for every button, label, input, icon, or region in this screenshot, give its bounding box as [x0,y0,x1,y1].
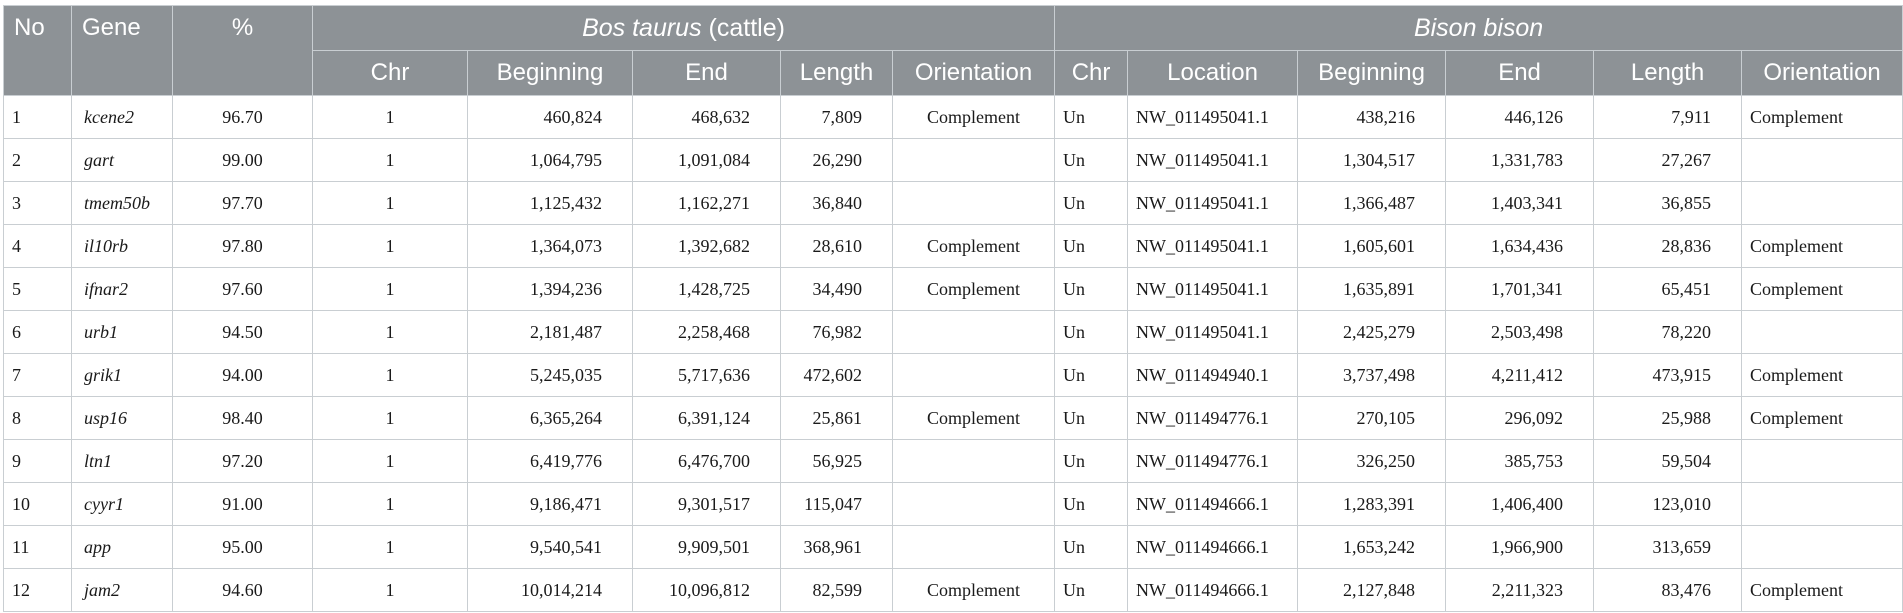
cell-bt-beginning: 6,419,776 [468,440,633,483]
cell-bb-chr: Un [1055,311,1128,354]
cell-bt-end: 9,909,501 [633,526,781,569]
species-name: Bos taurus [582,14,702,42]
col-header-gene: Gene [72,6,173,96]
cell-bb-length: 78,220 [1594,311,1742,354]
cell-bt-orientation [893,354,1055,397]
cell-bb-end: 1,634,436 [1446,225,1594,268]
cell-bb-end: 1,406,400 [1446,483,1594,526]
cell-bt-orientation [893,311,1055,354]
cell-no: 5 [4,268,72,311]
col-header-bb-length: Length [1594,51,1742,96]
cell-bt-beginning: 2,181,487 [468,311,633,354]
cell-bt-chr: 1 [313,311,468,354]
cell-bb-beginning: 270,105 [1298,397,1446,440]
cell-no: 7 [4,354,72,397]
cell-bb-length: 473,915 [1594,354,1742,397]
cell-bt-beginning: 1,394,236 [468,268,633,311]
cell-bb-length: 65,451 [1594,268,1742,311]
cell-bb-end: 2,503,498 [1446,311,1594,354]
cell-gene: jam2 [72,569,173,612]
cell-gene: il10rb [72,225,173,268]
table-row [4,311,1903,354]
col-header-bt-beginning: Beginning [468,51,633,96]
cell-bb-beginning: 1,635,891 [1298,268,1446,311]
cell-bt-length: 472,602 [781,354,893,397]
cell-gene: urb1 [72,311,173,354]
cell-bt-orientation [893,440,1055,483]
cell-bt-orientation [893,526,1055,569]
cell-bt-end: 5,717,636 [633,354,781,397]
cell-bb-length: 123,010 [1594,483,1742,526]
cell-gene: app [72,526,173,569]
cell-bb-beginning: 1,304,517 [1298,139,1446,182]
cell-bt-beginning: 10,014,214 [468,569,633,612]
table-row [4,526,1903,569]
cell-bb-end: 2,211,323 [1446,569,1594,612]
cell-bb-chr: Un [1055,526,1128,569]
cell-percent: 96.70 [173,96,313,139]
cell-bb-location: NW_011495041.1 [1128,182,1298,225]
table-row [4,225,1903,268]
cell-bt-beginning: 1,064,795 [468,139,633,182]
cell-bb-location: NW_011494940.1 [1128,354,1298,397]
cell-bb-beginning: 2,425,279 [1298,311,1446,354]
cell-bb-orientation [1742,311,1903,354]
table-row [4,139,1903,182]
cell-bt-orientation: Complement [893,268,1055,311]
cell-gene: ifnar2 [72,268,173,311]
cell-bb-beginning: 326,250 [1298,440,1446,483]
col-header-bb-location: Location [1128,51,1298,96]
cell-bt-chr: 1 [313,397,468,440]
cell-gene: ltn1 [72,440,173,483]
cell-no: 2 [4,139,72,182]
cell-bt-length: 115,047 [781,483,893,526]
cell-bb-chr: Un [1055,268,1128,311]
cell-bb-chr: Un [1055,96,1128,139]
cell-bt-chr: 1 [313,268,468,311]
cell-bt-beginning: 460,824 [468,96,633,139]
cell-percent: 94.50 [173,311,313,354]
cell-bt-chr: 1 [313,569,468,612]
cell-bb-location: NW_011495041.1 [1128,139,1298,182]
cell-bt-length: 34,490 [781,268,893,311]
cell-bb-length: 25,988 [1594,397,1742,440]
cell-bt-chr: 1 [313,440,468,483]
cell-bb-orientation [1742,182,1903,225]
cell-bt-length: 36,840 [781,182,893,225]
cell-bb-orientation: Complement [1742,268,1903,311]
cell-bb-end: 385,753 [1446,440,1594,483]
cell-no: 3 [4,182,72,225]
cell-bb-chr: Un [1055,483,1128,526]
cell-bb-orientation [1742,483,1903,526]
cell-bb-orientation [1742,526,1903,569]
cell-bb-location: NW_011494666.1 [1128,526,1298,569]
cell-bb-end: 296,092 [1446,397,1594,440]
cell-percent: 97.70 [173,182,313,225]
cell-bb-beginning: 3,737,498 [1298,354,1446,397]
cell-bt-beginning: 1,364,073 [468,225,633,268]
table-row [4,483,1903,526]
col-header-bb-orientation: Orientation [1742,51,1903,96]
cell-bt-orientation: Complement [893,569,1055,612]
cell-gene: usp16 [72,397,173,440]
cell-no: 9 [4,440,72,483]
cell-percent: 94.00 [173,354,313,397]
cell-bb-beginning: 1,283,391 [1298,483,1446,526]
cell-bt-length: 368,961 [781,526,893,569]
group-header-bos-taurus [313,6,1055,51]
cell-bt-beginning: 5,245,035 [468,354,633,397]
cell-bb-length: 83,476 [1594,569,1742,612]
col-header-bb-chr: Chr [1055,51,1128,96]
cell-no: 11 [4,526,72,569]
cell-bb-end: 1,701,341 [1446,268,1594,311]
cell-bb-location: NW_011495041.1 [1128,225,1298,268]
cell-no: 10 [4,483,72,526]
cell-no: 12 [4,569,72,612]
table-row [4,96,1903,139]
cell-bt-chr: 1 [313,139,468,182]
cell-bt-orientation [893,182,1055,225]
cell-bb-end: 446,126 [1446,96,1594,139]
cell-bt-end: 1,162,271 [633,182,781,225]
cell-percent: 97.20 [173,440,313,483]
cell-no: 1 [4,96,72,139]
cell-bt-orientation: Complement [893,225,1055,268]
cell-bb-orientation: Complement [1742,397,1903,440]
cell-bb-length: 59,504 [1594,440,1742,483]
cell-bb-orientation: Complement [1742,354,1903,397]
common-name: (cattle) [708,14,785,42]
cell-bb-beginning: 2,127,848 [1298,569,1446,612]
table-row [4,354,1903,397]
col-header-bt-length: Length [781,51,893,96]
cell-bt-end: 10,096,812 [633,569,781,612]
cell-gene: cyyr1 [72,483,173,526]
cell-bb-length: 313,659 [1594,526,1742,569]
cell-no: 6 [4,311,72,354]
col-header-no: No [4,6,72,96]
cell-bb-location: NW_011495041.1 [1128,311,1298,354]
cell-bb-orientation [1742,139,1903,182]
cell-gene: gart [72,139,173,182]
cell-bt-chr: 1 [313,526,468,569]
cell-bb-chr: Un [1055,225,1128,268]
cell-bt-end: 1,091,084 [633,139,781,182]
cell-bb-chr: Un [1055,569,1128,612]
cell-bt-chr: 1 [313,225,468,268]
col-header-bt-chr: Chr [313,51,468,96]
cell-bb-beginning: 1,366,487 [1298,182,1446,225]
cell-bt-end: 6,391,124 [633,397,781,440]
col-header-bb-end: End [1446,51,1594,96]
cell-bb-chr: Un [1055,354,1128,397]
table-body [4,96,1903,612]
cell-bb-orientation [1742,440,1903,483]
cell-bt-end: 2,258,468 [633,311,781,354]
cell-bt-end: 6,476,700 [633,440,781,483]
cell-bb-location: NW_011494666.1 [1128,483,1298,526]
table-row [4,569,1903,612]
cell-bb-end: 4,211,412 [1446,354,1594,397]
cell-percent: 94.60 [173,569,313,612]
col-header-percent: % [173,6,313,96]
col-header-bb-beginning: Beginning [1298,51,1446,96]
cell-bt-chr: 1 [313,483,468,526]
group-header-bison-bison: Bison bison [1055,6,1903,51]
cell-bt-orientation [893,483,1055,526]
cell-bb-location: NW_011494666.1 [1128,569,1298,612]
cell-bt-length: 26,290 [781,139,893,182]
cell-bt-orientation: Complement [893,397,1055,440]
cell-bt-length: 76,982 [781,311,893,354]
cell-bt-length: 56,925 [781,440,893,483]
cell-bb-end: 1,331,783 [1446,139,1594,182]
cell-bt-length: 28,610 [781,225,893,268]
cell-bt-end: 1,428,725 [633,268,781,311]
cell-percent: 99.00 [173,139,313,182]
cell-bt-end: 9,301,517 [633,483,781,526]
cell-bt-length: 7,809 [781,96,893,139]
cell-gene: grik1 [72,354,173,397]
cell-bt-chr: 1 [313,354,468,397]
col-header-bt-orientation: Orientation [893,51,1055,96]
cell-bb-location: NW_011495041.1 [1128,96,1298,139]
cell-gene: kcene2 [72,96,173,139]
cell-bb-length: 36,855 [1594,182,1742,225]
cell-bb-end: 1,966,900 [1446,526,1594,569]
cell-percent: 98.40 [173,397,313,440]
cell-bt-beginning: 6,365,264 [468,397,633,440]
cell-bt-end: 468,632 [633,96,781,139]
cell-bb-beginning: 1,605,601 [1298,225,1446,268]
cell-bt-length: 25,861 [781,397,893,440]
cell-bb-length: 28,836 [1594,225,1742,268]
cell-no: 8 [4,397,72,440]
cell-bt-beginning: 9,540,541 [468,526,633,569]
cell-bb-end: 1,403,341 [1446,182,1594,225]
cell-bb-orientation: Complement [1742,569,1903,612]
cell-bb-location: NW_011495041.1 [1128,268,1298,311]
cell-percent: 91.00 [173,483,313,526]
cell-gene: tmem50b [72,182,173,225]
cell-bb-beginning: 438,216 [1298,96,1446,139]
cell-bt-beginning: 1,125,432 [468,182,633,225]
table-row [4,182,1903,225]
cell-percent: 97.60 [173,268,313,311]
gene-comparison-table [3,5,1903,612]
cell-bb-chr: Un [1055,440,1128,483]
cell-bt-chr: 1 [313,182,468,225]
cell-bb-chr: Un [1055,182,1128,225]
cell-bt-length: 82,599 [781,569,893,612]
cell-bt-end: 1,392,682 [633,225,781,268]
cell-percent: 97.80 [173,225,313,268]
cell-bt-chr: 1 [313,96,468,139]
cell-no: 4 [4,225,72,268]
cell-bb-beginning: 1,653,242 [1298,526,1446,569]
cell-bb-location: NW_011494776.1 [1128,397,1298,440]
cell-bb-chr: Un [1055,139,1128,182]
table-row [4,397,1903,440]
table-row [4,440,1903,483]
table-row [4,268,1903,311]
cell-bb-length: 27,267 [1594,139,1742,182]
cell-bb-length: 7,911 [1594,96,1742,139]
cell-bb-orientation: Complement [1742,96,1903,139]
cell-bt-orientation [893,139,1055,182]
cell-bb-orientation: Complement [1742,225,1903,268]
cell-percent: 95.00 [173,526,313,569]
cell-bt-orientation: Complement [893,96,1055,139]
cell-bb-location: NW_011494776.1 [1128,440,1298,483]
col-header-bt-end: End [633,51,781,96]
cell-bb-chr: Un [1055,397,1128,440]
cell-bt-beginning: 9,186,471 [468,483,633,526]
